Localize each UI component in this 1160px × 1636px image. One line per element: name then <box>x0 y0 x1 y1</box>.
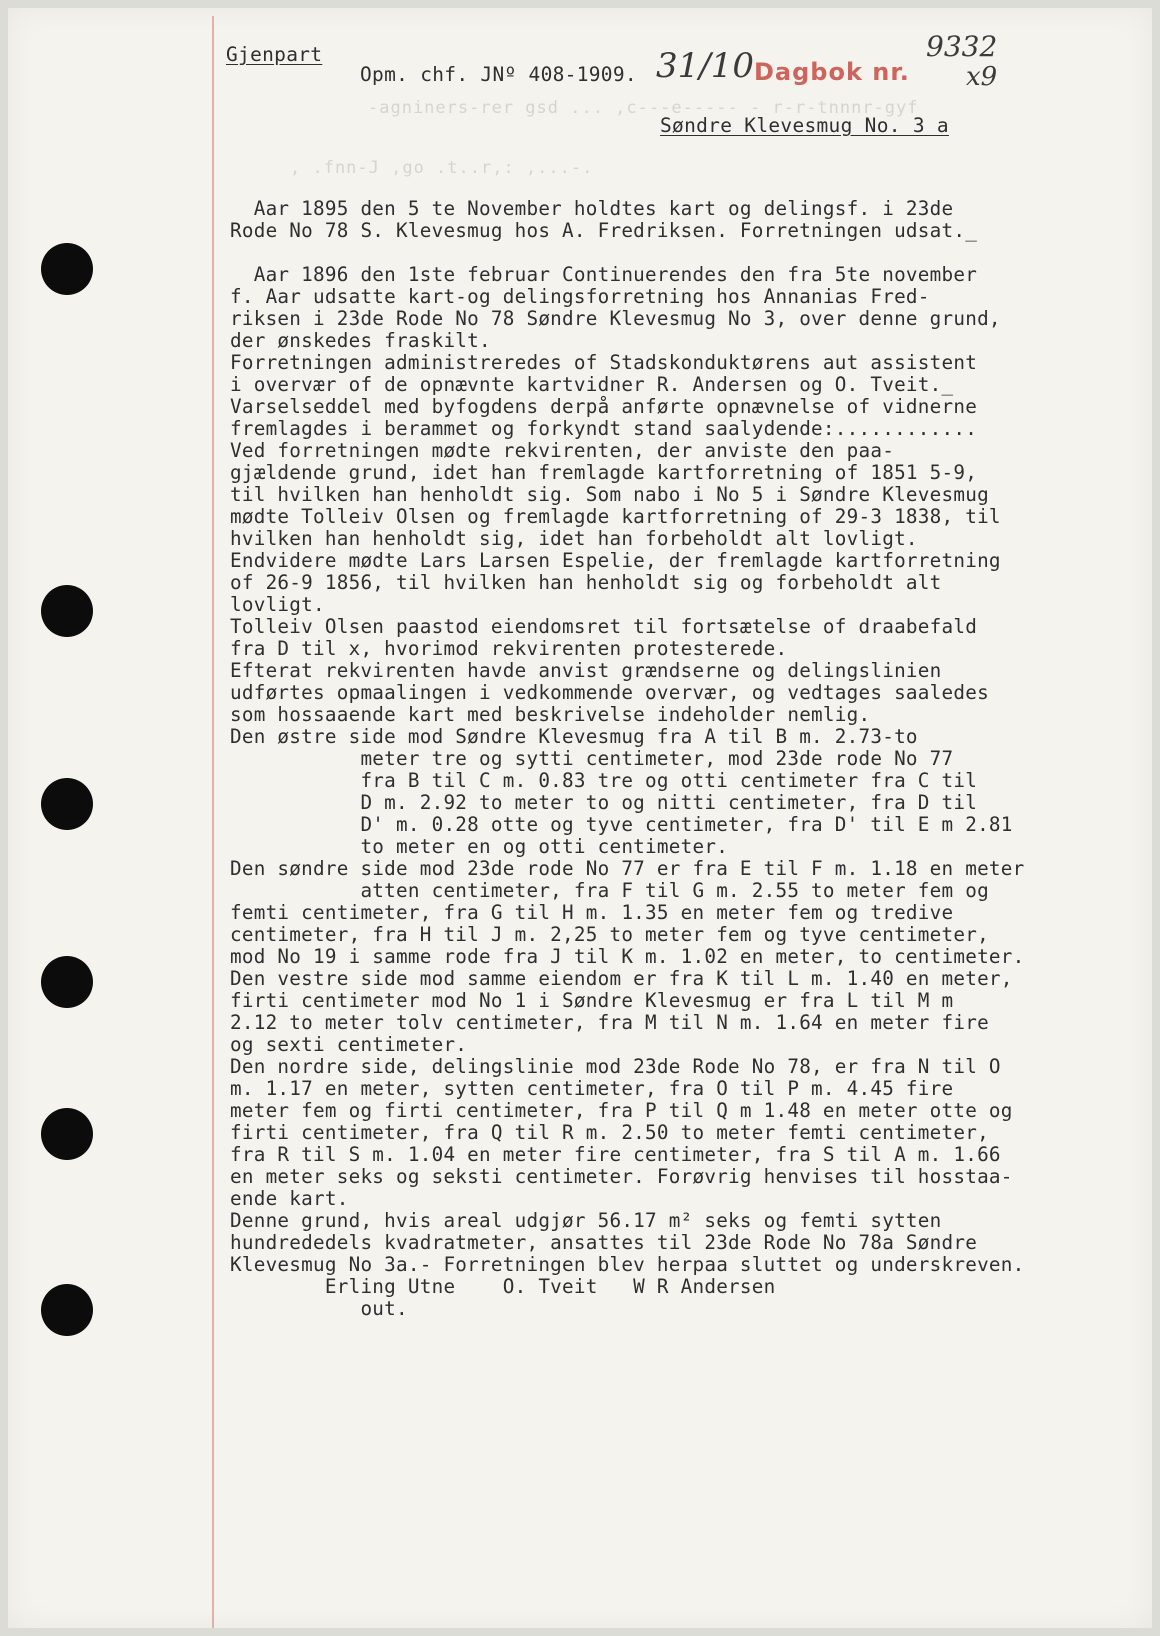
text-line: Klevesmug No 3a.- Forretningen blev herpaa sluttet og underskreven. <box>230 1253 1025 1276</box>
text-line: Varselseddel med byfogdens derpå anførte opnævnelse of vidnerne <box>230 395 978 418</box>
text-line: meter fem og firti centimeter, fra P til Q m 1.48 en meter otte og <box>230 1099 1013 1122</box>
text-line: 2.12 to meter tolv centimeter, fra M til N m. 1.64 en meter fire <box>230 1011 989 1034</box>
text-line: som hossaaende kart med beskrivelse indeholder nemlig. <box>230 703 871 726</box>
text-line: riksen i 23de Rode No 78 Søndre Klevesmug No 3, over denne grund, <box>230 307 1001 330</box>
text-line: lovligt. <box>230 593 325 616</box>
document-body <box>230 198 1025 1320</box>
text-line: femti centimeter, fra G til H m. 1.35 en meter fem og tredive <box>230 901 954 924</box>
text-line: fra D til x, hvorimod rekvirenten protesterede. <box>230 637 788 660</box>
dagbok-number: 9332 <box>926 30 998 63</box>
text-line: Aar 1895 den 5 te November holdtes kart og delingsf. i 23de <box>230 197 954 220</box>
punch-hole <box>41 243 93 295</box>
text-line: Forretningen administreredes of Stadskonduktørens aut assistent <box>230 351 978 374</box>
document-page <box>8 8 1152 1628</box>
dagbok-stamp: Dagbok nr. <box>754 58 910 86</box>
text-line: of 26-9 1856, til hvilken han henholdt sig og forbeholdt alt <box>230 571 942 594</box>
text-line: i overvær of de opnævnte kartvidner R. Andersen og O. Tveit._ <box>230 373 954 396</box>
text-line: gjældende grund, idet han fremlagde kartforretning of 1851 5-9, <box>230 461 978 484</box>
text-line: centimeter, fra H til J m. 2,25 to meter fem og tyve centimeter, <box>230 923 989 946</box>
text-line: to meter en og otti centimeter. <box>230 835 729 858</box>
text-line: Erling Utne O. Tveit W R Andersen <box>230 1275 776 1298</box>
text-line: fra B til C m. 0.83 tre og otti centimeter fra C til <box>230 769 978 792</box>
text-line: mod No 19 i samme rode fra J til K m. 1.02 en meter, to centimeter. <box>230 945 1025 968</box>
punch-hole <box>41 585 93 637</box>
text-line: til hvilken han henholdt sig. Som nabo i No 5 i Søndre Klevesmug <box>230 483 989 506</box>
text-line: mødte Tolleiv Olsen og fremlagde kartforretning of 29-3 1838, til <box>230 505 1001 528</box>
bleed-through: , .fnn-J ,go .t..r,: ,...-. <box>290 158 594 178</box>
text-line: Ved forretningen mødte rekvirenten, der anviste den paa- <box>230 439 895 462</box>
text-line: og sexti centimeter. <box>230 1033 468 1056</box>
text-line: Denne grund, hvis areal udgjør 56.17 m² seks og femti sytten <box>230 1209 942 1232</box>
reference-number: Opm. chf. JNº 408-1909. <box>360 63 637 86</box>
text-line: out. <box>230 1297 408 1320</box>
text-line: Rode No 78 S. Klevesmug hos A. Fredriksen. Forretningen udsat._ <box>230 219 978 242</box>
text-line: en meter seks og seksti centimeter. Forøvrig henvises til hosstaa- <box>230 1165 1013 1188</box>
text-line: Den vestre side mod samme eiendom er fra K til L m. 1.40 en meter, <box>230 967 1013 990</box>
text-line: firti centimeter, fra Q til R m. 2.50 to meter femti centimeter, <box>230 1121 989 1144</box>
text-line: der ønskedes fraskilt. <box>230 329 491 352</box>
text-line: udførtes opmaalingen i vedkommende overvær, og vedtages saaledes <box>230 681 989 704</box>
text-line <box>230 242 1025 264</box>
text-line: Endvidere mødte Lars Larsen Espelie, der fremlagde kartforretning <box>230 549 1001 572</box>
text-line: m. 1.17 en meter, sytten centimeter, fra O til P m. 4.45 fire <box>230 1077 954 1100</box>
text-line: D m. 2.92 to meter to og nitti centimeter, fra D til <box>230 791 978 814</box>
punch-hole <box>41 1108 93 1160</box>
text-line: Den søndre side mod 23de rode No 77 er fra E til F m. 1.18 en meter <box>230 857 1025 880</box>
text-line: f. Aar udsatte kart-og delingsforretning hos Annanias Fred- <box>230 285 930 308</box>
text-line: Den østre side mod Søndre Klevesmug fra A til B m. 2.73-to <box>230 725 918 748</box>
text-line: fra R til S m. 1.04 en meter fire centimeter, fra S til A m. 1.66 <box>230 1143 1001 1166</box>
text-line: hvilken han henholdt sig, idet han forbeholdt alt lovligt. <box>230 527 918 550</box>
text-line: meter tre og sytti centimeter, mod 23de rode No 77 <box>230 747 954 770</box>
text-line: firti centimeter mod No 1 i Søndre Klevesmug er fra L til M m <box>230 989 954 1012</box>
text-line: ende kart. <box>230 1187 349 1210</box>
text-line: D' m. 0.28 otte og tyve centimeter, fra D' til E m 2.81 <box>230 813 1013 836</box>
text-line: Efterat rekvirenten havde anvist grændserne og delingslinien <box>230 659 942 682</box>
text-line: atten centimeter, fra F til G m. 2.55 to meter fem og <box>230 879 989 902</box>
property-address: Søndre Klevesmug No. 3 a <box>660 114 949 137</box>
bleed-through: -agniners-rer gsd ... ,c---e----- - r-r-tnnnr-gyf <box>368 98 919 118</box>
text-line: Aar 1896 den 1ste februar Continuerendes den fra 5te november <box>230 263 978 286</box>
punch-hole <box>41 1284 93 1336</box>
punch-hole <box>41 778 93 830</box>
handwritten-date: 31/10 <box>656 46 754 86</box>
text-line: fremlagdes i berammet og forkyndt stand saalydende:............ <box>230 417 978 440</box>
margin-line <box>212 16 214 1628</box>
text-line: Tolleiv Olsen paastod eiendomsret til fortsætelse of draabefald <box>230 615 978 638</box>
dagbok-suffix: x9 <box>966 62 998 92</box>
punch-hole <box>41 956 93 1008</box>
text-line: hundrededels kvadratmeter, ansattes til 23de Rode No 78a Søndre <box>230 1231 978 1254</box>
gjenpart-label: Gjenpart <box>226 43 323 66</box>
text-line: Den nordre side, delingslinie mod 23de Rode No 78, er fra N til O <box>230 1055 1001 1078</box>
